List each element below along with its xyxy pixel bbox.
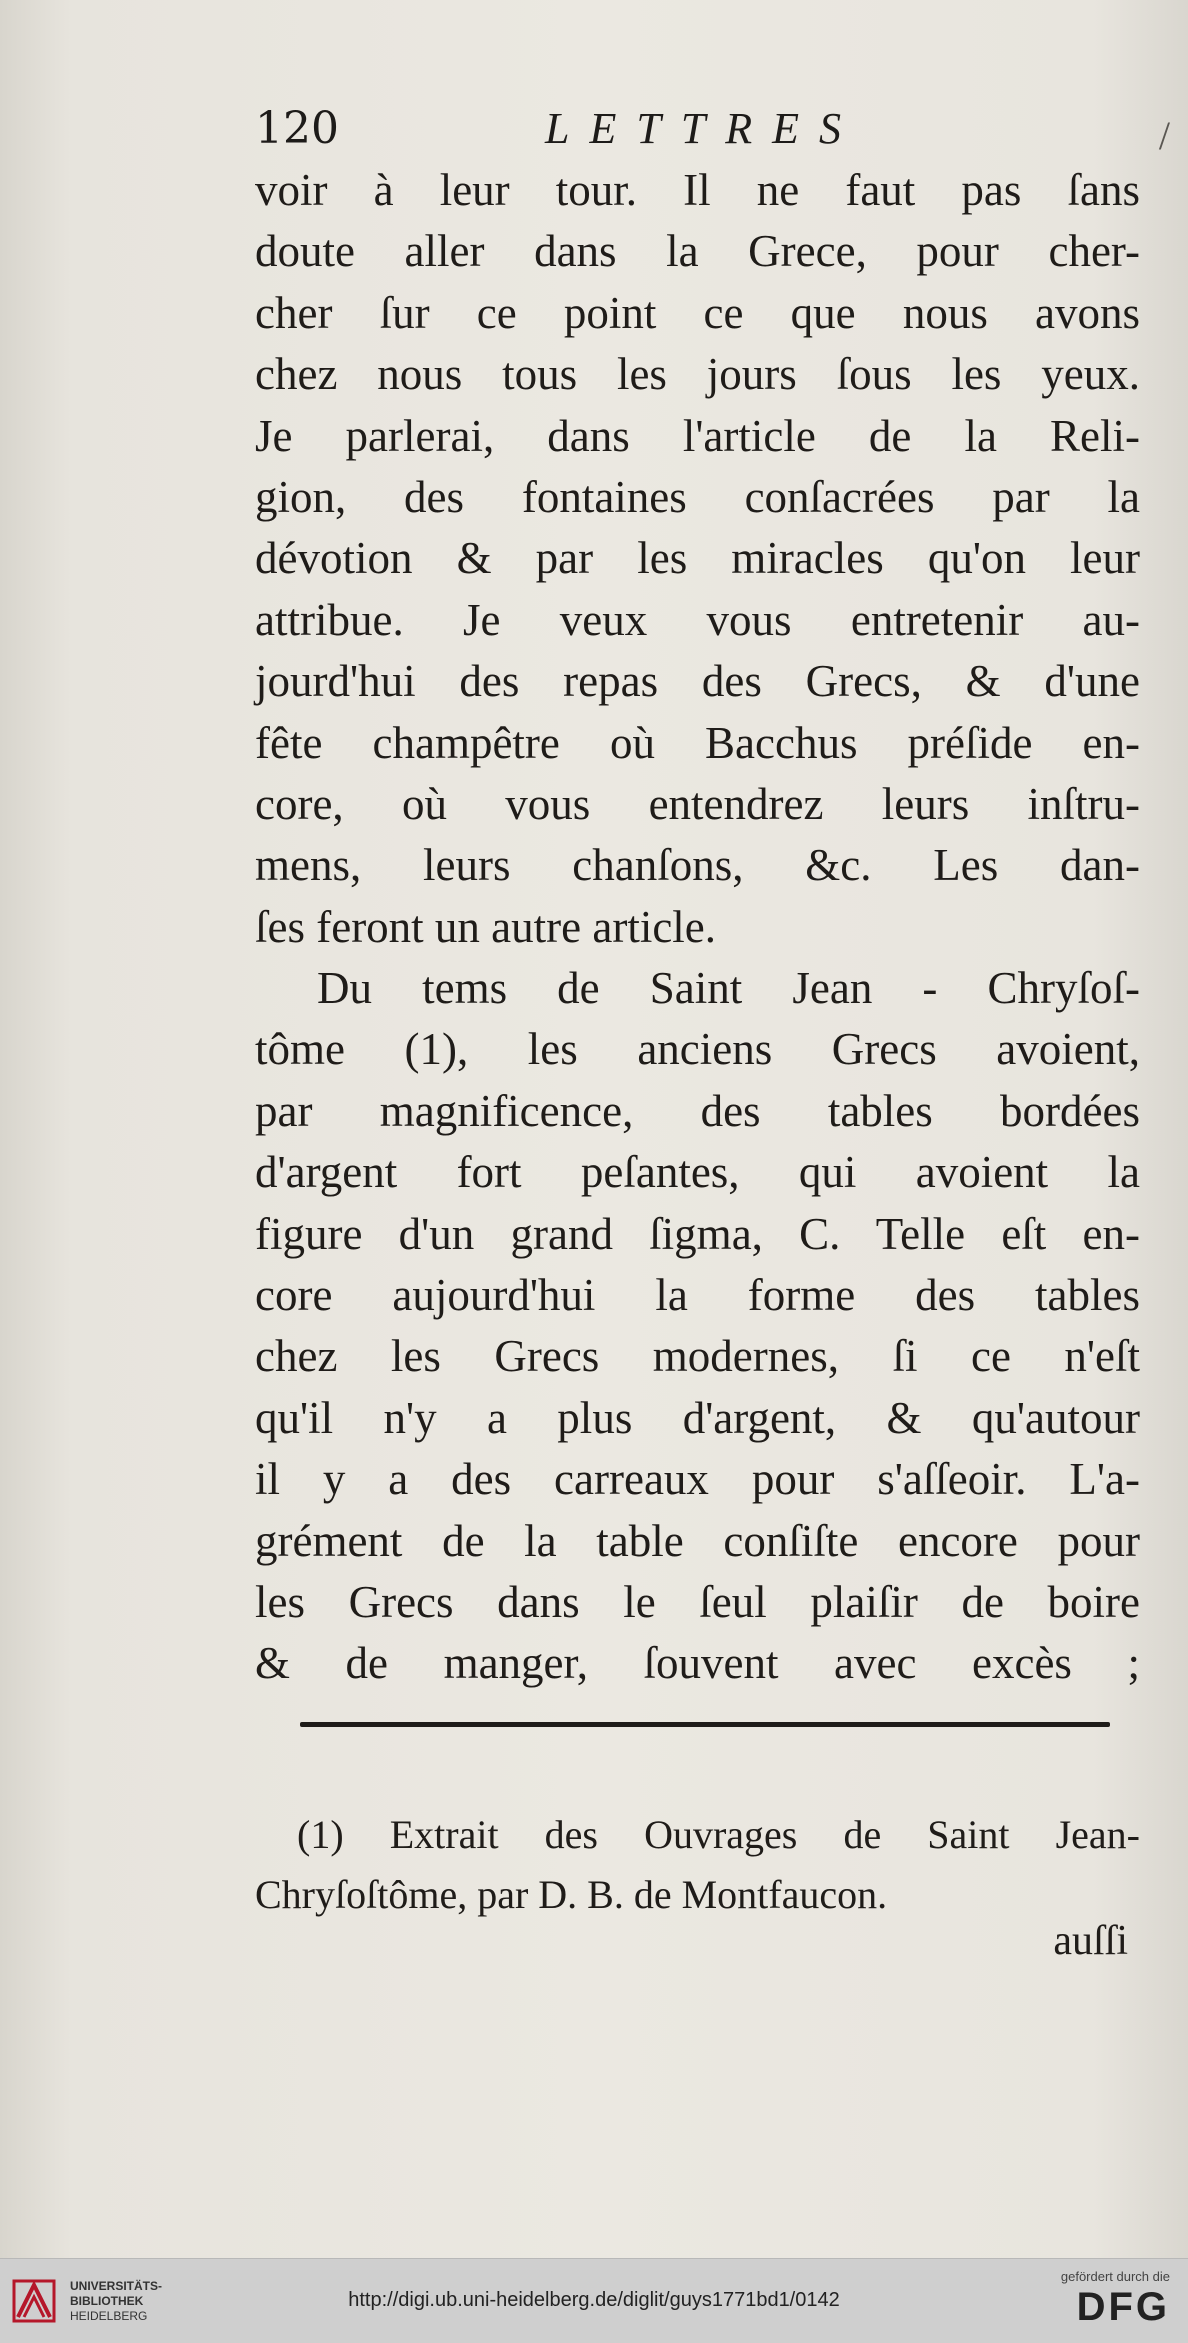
- catchword: auſſi: [1053, 1918, 1128, 1964]
- funder-label: gefördert durch die: [1060, 2269, 1170, 2284]
- footnote: [255, 1805, 1140, 1925]
- text-line: gion, des fontaines conſacrées par la: [255, 471, 1140, 522]
- text-line: jourd'hui des repas des Grecs, & d'une: [255, 656, 1140, 707]
- text-line: qu'il n'y a plus d'argent, & qu'autour: [255, 1392, 1140, 1443]
- logo-text-line: HEIDELBERG: [70, 2309, 148, 2323]
- text-line: dévotion & par les miracles qu'on leur: [255, 533, 1140, 584]
- text-line: tôme (1), les anciens Grecs avoient,: [255, 1024, 1140, 1075]
- text-line: grément de la table conſiſte encore pour: [255, 1515, 1140, 1566]
- text-line: les Grecs dans le ſeul plaiſir de boire: [255, 1576, 1140, 1627]
- text-line: fête champêtre où Bacchus préſide en-: [255, 717, 1140, 768]
- logo-text-line: UNIVERSITÄTS-: [70, 2279, 163, 2293]
- text-line: il y a des carreaux pour s'aſſeoir. L'a-: [255, 1454, 1140, 1505]
- text-line: mens, leurs chanſons, &c. Les dan-: [255, 840, 1140, 891]
- page-header: [255, 103, 1135, 163]
- funder-logo[interactable]: [1020, 2269, 1170, 2330]
- logo-text-line: BIBLIOTHEK: [70, 2294, 144, 2308]
- text-line: Je parlerai, dans l'article de la Reli-: [255, 410, 1140, 461]
- text-line: core, où vous entendrez leurs inſtru-: [255, 778, 1140, 829]
- text-line: Du tems de Saint Jean - Chryſoſ-: [317, 963, 1140, 1014]
- footnote-line: Chryſoſtôme, par D. B. de Montfaucon.: [255, 1872, 888, 1917]
- text-line: chez les Grecs modernes, ſi ce n'eſt: [255, 1331, 1140, 1382]
- text-line: ſes feront un autre article.: [255, 901, 717, 952]
- footnote-line: (1) Extrait des Ouvrages de Saint Jean-: [297, 1812, 1140, 1857]
- text-line: par magnificence, des tables bordées: [255, 1085, 1140, 1136]
- page-number: 120: [255, 103, 339, 154]
- text-line: chez nous tous les jours ſous les yeux.: [255, 349, 1140, 400]
- text-line: voir à leur tour. Il ne faut pas ſans: [255, 165, 1140, 215]
- permalink-url[interactable]: http://digi.ub.uni-heidelberg.de/diglit/guys1771bd1/0142: [348, 2289, 840, 2311]
- viewer-footer: [0, 2258, 1188, 2343]
- text-line: core aujourd'hui la forme des tables: [255, 1270, 1140, 1321]
- text-line: cher ſur ce point ce que nous avons: [255, 287, 1140, 338]
- text-line: d'argent fort peſantes, qui avoient la: [255, 1147, 1140, 1198]
- running-title: LETTRES: [545, 104, 862, 153]
- footnote-rule: [300, 1722, 1110, 1727]
- text-line: doute aller dans la Grece, pour cher-: [255, 226, 1140, 277]
- body-text: [255, 160, 1140, 1695]
- dfg-logo: DFG: [1076, 2285, 1170, 2329]
- text-line: figure d'un grand ſigma, C. Telle eſt en-: [255, 1208, 1140, 1259]
- text-line: & de manger, ſouvent avec excès ;: [255, 1638, 1140, 1689]
- text-line: attribue. Je veux vous entretenir au-: [255, 594, 1140, 645]
- margin-mark: /: [1158, 113, 1170, 158]
